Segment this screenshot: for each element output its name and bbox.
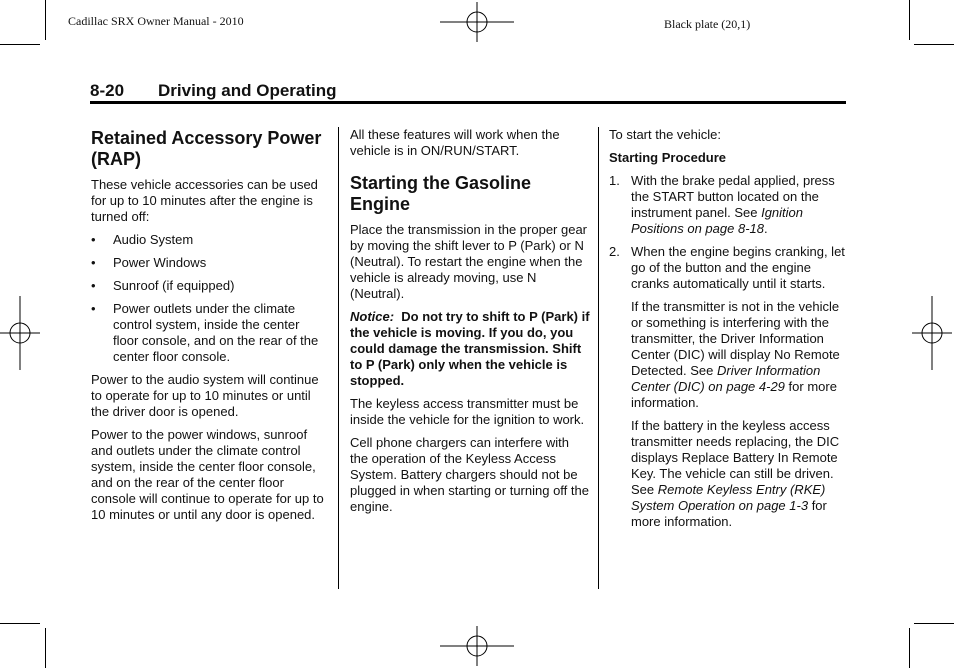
crop-mark [909, 0, 910, 40]
crop-mark [914, 623, 954, 624]
charger-paragraph: Cell phone chargers can interfere with the operation of the Keyless Access System. Battery chargers should not be plugged in when starting or turning off the engine. [350, 435, 589, 514]
registration-mark-top [440, 2, 514, 42]
rap-audio-paragraph: Power to the audio system will continue to operate for up to 10 minutes or until the driver door is opened. [91, 372, 319, 419]
transmission-paragraph: Place the transmission in the proper gear by moving the shift lever to P (Park) or N (Neutral). To restart the engine when the vehicle is already moving, use N (Neutral). [350, 222, 588, 301]
crop-mark [45, 0, 46, 40]
section-header [90, 81, 337, 101]
features-paragraph: All these features will work when the vehicle is in ON/RUN/START. [350, 127, 560, 158]
list-item: • Sunroof (if equipped) [91, 278, 235, 293]
column-3 [609, 127, 849, 537]
page-number: 8-20 [90, 81, 125, 100]
registration-mark-left [0, 296, 40, 370]
step-1: 1. With the brake pedal applied, press the START button located on the instrument panel. See Ignition Positions on page 8‑18. [609, 173, 835, 236]
step-number: 2. [609, 244, 620, 259]
rap-intro: These vehicle accessories can be used for up to 10 minutes after the engine is turned off: [91, 177, 318, 224]
bullet: • [91, 232, 96, 247]
cross-reference: Remote Keyless Entry (RKE) System Operation on page 1‑3 [631, 482, 826, 513]
cross-reference: Driver Information Center (DIC) on page 4‑29 [631, 363, 821, 394]
rap-windows-paragraph: Power to the power windows, sunroof and outlets under the climate control system, inside the center floor console, and on the rear of the center floor console will continue to operate for up to 10 minutes or until any door is opened. [91, 427, 324, 522]
plate-label: Black plate (20,1) [664, 17, 751, 31]
rap-heading: Retained Accessory Power (RAP) [91, 128, 322, 169]
header-rule [90, 101, 846, 104]
battery-paragraph: If the battery in the keyless access transmitter needs replacing, the DIC displays Replace Battery In Remote Key. The vehicle can still be driven. See Remote Keyless Entry (RKE) System Operation on page 1‑3 for more information. [631, 418, 840, 529]
crop-mark [909, 628, 910, 668]
list-item: • Audio System [91, 232, 194, 247]
notice-block [350, 309, 590, 389]
section-title: Driving and Operating [158, 81, 337, 100]
column-divider [338, 127, 339, 589]
bullet: • [91, 255, 96, 270]
registration-mark-right [912, 296, 952, 370]
notice-text: Do not try to shift to P (Park) if the vehicle is moving. If you do, you could damage the transmission. Shift to P (Park) only when the vehicle is stopped. [350, 309, 590, 388]
column-1 [91, 128, 327, 530]
crop-mark [914, 44, 954, 45]
procedure-subheading: Starting Procedure [609, 150, 727, 165]
keyless-paragraph: The keyless access transmitter must be inside the vehicle for the ignition to work. [350, 396, 585, 427]
notice-label: Notice: [350, 309, 395, 324]
transmitter-paragraph: If the transmitter is not in the vehicle or something is interfering with the transmitter, the Driver Information Center (DIC) will display No Remote Detected. See Driver Information Center (DIC) on page 4‑29 for more information. [631, 299, 840, 410]
starting-engine-heading: Starting the Gasoline Engine [350, 173, 532, 214]
step-number: 1. [609, 173, 620, 188]
crop-mark [0, 623, 40, 624]
step-2: 2. When the engine begins cranking, let go of the button and the engine cranks automatically until it starts. [609, 244, 845, 291]
column-divider [598, 127, 599, 589]
manual-title: Cadillac SRX Owner Manual - 2010 [68, 14, 244, 28]
crop-mark [0, 44, 40, 45]
list-item: • Power outlets under the climate control system, inside the center floor console, and on the rear of the center floor console. [91, 301, 319, 364]
list-item: • Power Windows [91, 255, 207, 270]
start-intro: To start the vehicle: [609, 127, 721, 142]
column-2 [350, 127, 590, 522]
bullet: • [91, 301, 96, 316]
cross-reference: Ignition Positions on page 8‑18 [631, 205, 804, 236]
bullet: • [91, 278, 96, 293]
crop-mark [45, 628, 46, 668]
registration-mark-bottom [440, 626, 514, 666]
